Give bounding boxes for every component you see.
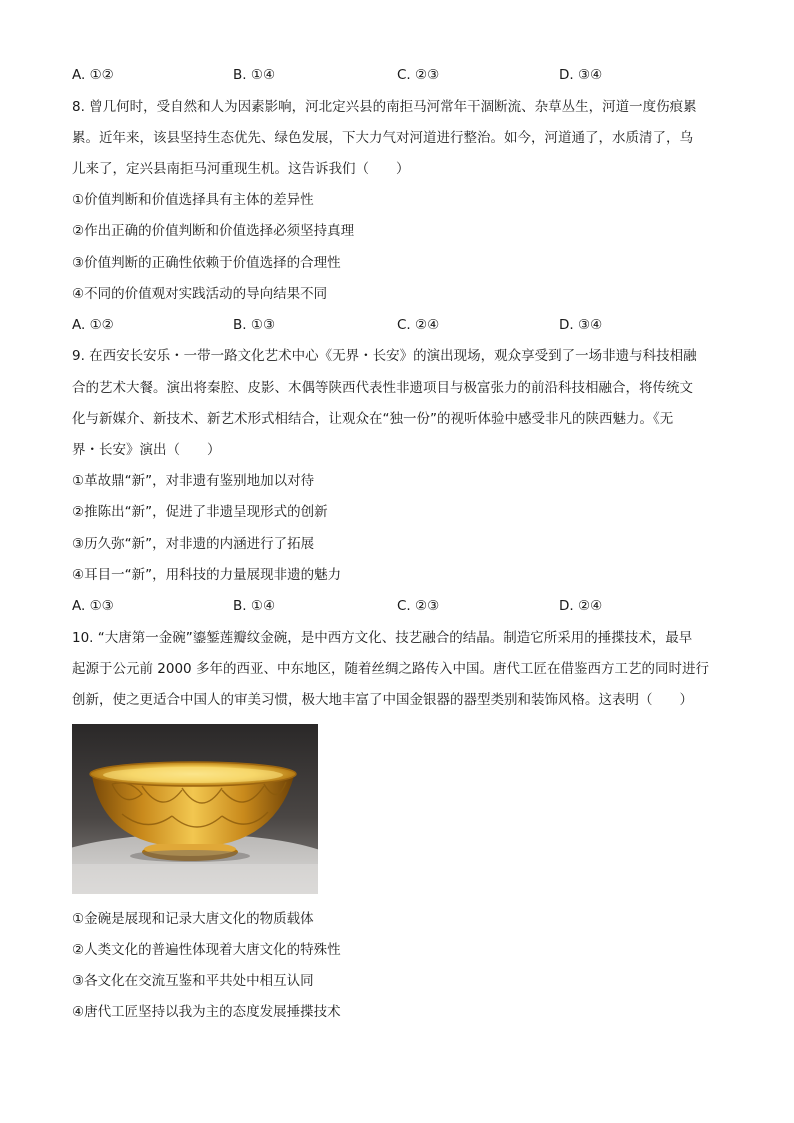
q7-options [72, 65, 672, 85]
q9-stem-line: 9. 在西安长安乐・一带一路文化艺术中心《无界・长安》的演出现场，观众享受到了一场非遗与科技相融 [72, 348, 697, 364]
q8-statement: ①价值判断和价值选择具有主体的差异性 [72, 192, 314, 208]
q9-statement: ③历久弥“新”，对非遗的内涵进行了拓展 [72, 536, 315, 552]
q10-statement: ①金碗是展现和记录大唐文化的物质载体 [72, 911, 314, 927]
q10-stem-line: 创新，使之更适合中国人的审美习惯，极大地丰富了中国金银器的器型类别和装饰风格。这表明（ ） [72, 692, 693, 708]
q9-statement: ①革故鼎“新”，对非遗有鉴别地加以对待 [72, 473, 315, 489]
q9-stem-line: 界・长安》演出（ ） [72, 442, 221, 458]
q7-option-d[interactable]: D. ③④ [559, 67, 603, 83]
q8-statement: ④不同的价值观对实践活动的导向结果不同 [72, 286, 328, 302]
q10-statement: ④唐代工匠坚持以我为主的态度发展捶揲技术 [72, 1004, 341, 1020]
q8-stem-line: 累。近年来，该县坚持生态优先、绿色发展，下大力气对河道进行整治。如今，河道通了，水质清了，乌 [72, 130, 693, 146]
q10-stem-line: 起源于公元前 2000 多年的西亚、中东地区，随着丝绸之路传入中国。唐代工匠在借鉴西方工艺的同时进行 [72, 661, 709, 677]
q9-option-d[interactable]: D. ②④ [559, 598, 603, 614]
q10-stem-line: 10. “大唐第一金碗”鎏錾莲瓣纹金碗，是中西方文化、技艺融合的结晶。制造它所采用的捶揲技术，最早 [72, 630, 693, 646]
q8-option-d[interactable]: D. ③④ [559, 317, 603, 333]
q7-option-a[interactable]: A. ①② [72, 67, 114, 83]
q8-statement: ②作出正确的价值判断和价值选择必须坚持真理 [72, 223, 355, 239]
q8-options [72, 315, 672, 335]
q9-option-a[interactable]: A. ①③ [72, 598, 114, 614]
q8-option-c[interactable]: C. ②④ [397, 317, 440, 333]
golden-bowl-photo [72, 724, 318, 894]
q9-option-c[interactable]: C. ②③ [397, 598, 440, 614]
q9-options [72, 596, 672, 616]
q10-statement: ③各文化在交流互鉴和平共处中相互认同 [72, 973, 314, 989]
q8-stem-line: 儿来了，定兴县南拒马河重现生机。这告诉我们（ ） [72, 161, 410, 177]
q9-option-b[interactable]: B. ①④ [233, 598, 276, 614]
q7-option-b[interactable]: B. ①④ [233, 67, 276, 83]
q10-statement: ②人类文化的普遍性体现着大唐文化的特殊性 [72, 942, 341, 958]
q9-statement: ④耳目一“新”，用科技的力量展现非遗的魅力 [72, 567, 342, 583]
q8-stem-line: 8. 曾几何时，受自然和人为因素影响，河北定兴县的南拒马河常年干涸断流、杂草丛生，河道一度伤痕累 [72, 99, 697, 115]
q8-option-b[interactable]: B. ①③ [233, 317, 276, 333]
q9-stem-line: 化与新媒介、新技术、新艺术形式相结合，让观众在“独一份”的视听体验中感受非凡的陕西魅力。《无 [72, 411, 674, 427]
q8-statement: ③价值判断的正确性依赖于价值选择的合理性 [72, 255, 341, 271]
q9-stem-line: 合的艺术大餐。演出将秦腔、皮影、木偶等陕西代表性非遗项目与极富张力的前沿科技相融合，将传统文 [72, 380, 693, 396]
q8-option-a[interactable]: A. ①② [72, 317, 114, 333]
q9-statement: ②推陈出“新”，促进了非遗呈现形式的创新 [72, 504, 328, 520]
q7-option-c[interactable]: C. ②③ [397, 67, 440, 83]
